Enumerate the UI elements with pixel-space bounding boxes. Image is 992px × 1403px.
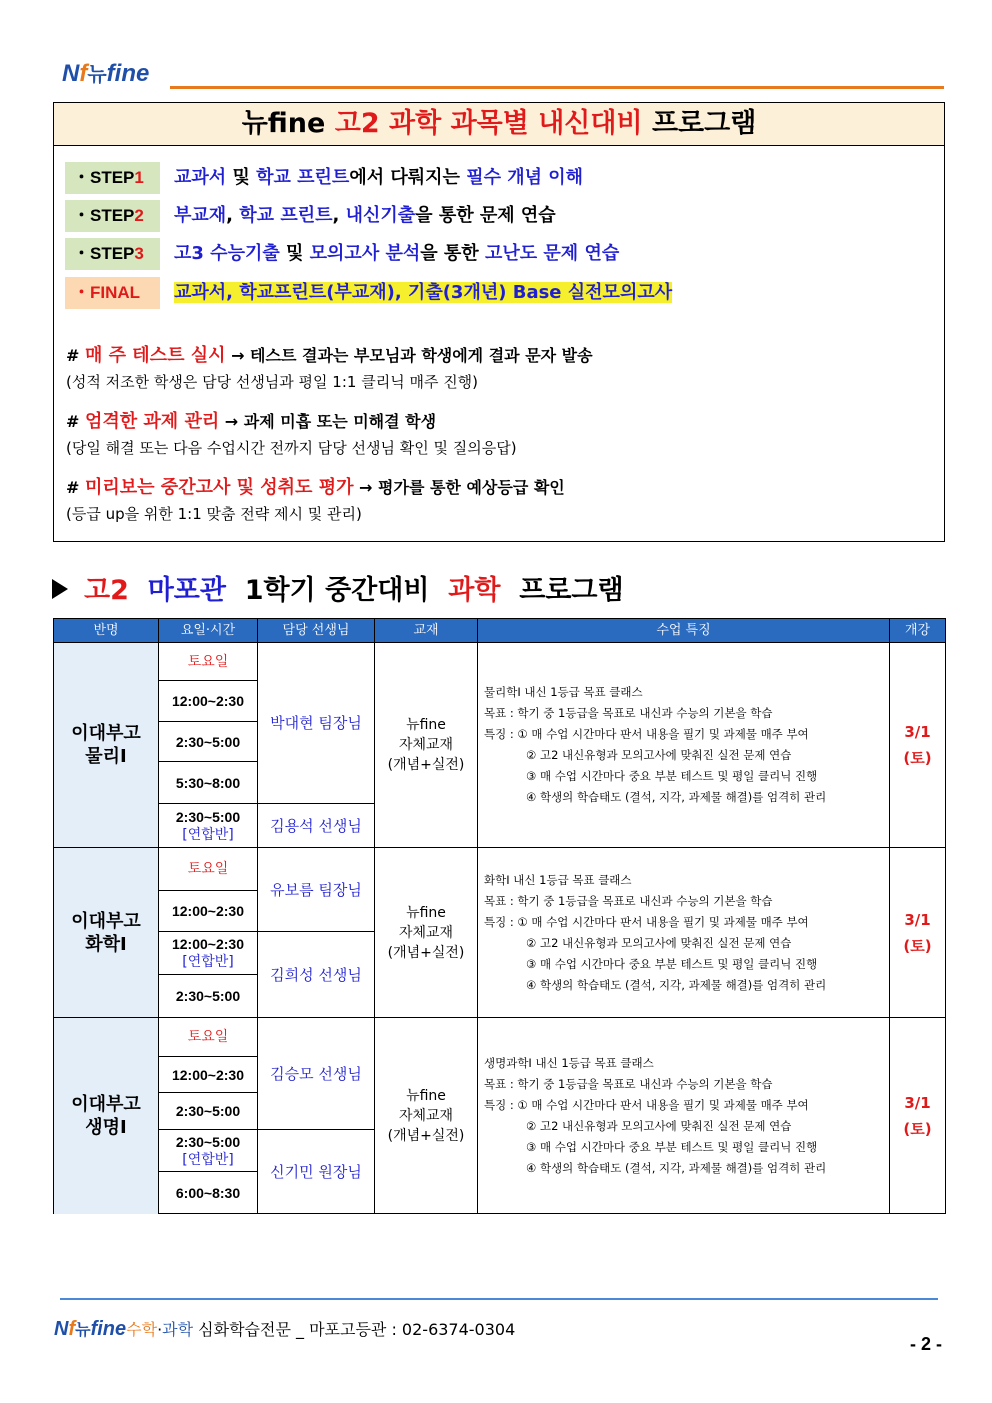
time-slot-cell (159, 1057, 258, 1093)
feature-line: 물리학Ⅰ 내신 1등급 목표 클래스 (484, 685, 643, 699)
step-label: ・STEP (73, 168, 135, 187)
textbook-line: 자체교재 (398, 924, 454, 941)
feature-line: 특징 : ① 매 수업 시간마다 판서 내용을 필기 및 과제물 매주 부여 (484, 1098, 809, 1112)
class-name-school: 이대부고 (71, 723, 141, 744)
class-name-cell (54, 1018, 159, 1214)
step-text-part: 교과서 (174, 167, 227, 188)
column-header: 담당 선생님 (258, 619, 375, 642)
feature-line: ④ 학생의 학습태도 (결석, 지각, 과제물 해결)를 엄격히 관리 (526, 1161, 827, 1175)
class-name-subject: 생명Ⅰ (85, 1117, 127, 1138)
joint-class-tag: [연합반] (182, 826, 234, 843)
feature-line: 생명과학Ⅰ 내신 1등급 목표 클래스 (484, 1056, 654, 1070)
note-highlight: 미리보는 중간고사 및 성취도 평가 (84, 477, 354, 498)
footer-rule (60, 1298, 938, 1300)
step-text-part: , (332, 205, 346, 226)
note-detail: → 평가를 통한 예상등급 확인 (353, 478, 565, 497)
textbook-line: 뉴fine (406, 904, 446, 921)
step-text-part: 을 통한 (420, 243, 485, 264)
step-badge (65, 277, 160, 309)
textbook-line: 자체교재 (398, 737, 454, 753)
time-slot-cell (159, 932, 258, 975)
step-text-part: 모의고사 분석 (309, 243, 421, 264)
teacher-cell: 김희성 선생님 (258, 932, 375, 1018)
start-date-text: (토) (903, 936, 932, 955)
step-number: 1 (134, 168, 144, 187)
teacher-cell: 신기민 원장님 (258, 1130, 375, 1214)
step-badge (65, 200, 160, 232)
class-features-cell (478, 848, 890, 1018)
start-date-text: 3/1 (904, 1094, 931, 1112)
step-text-part: 에서 다뤄지는 (349, 167, 467, 188)
program-title: 뉴fine 고2 과학 과목별 내신대비 프로그램 (54, 103, 944, 146)
step-description (174, 277, 672, 309)
time-slot-text: 12:00~2:30 (171, 693, 244, 709)
header-rule (170, 86, 944, 89)
day-cell: 토요일 (159, 848, 258, 891)
time-slot-text: 2:30~5:00 (175, 1103, 241, 1119)
time-slot-text: 2:30~5:00 (175, 808, 241, 825)
section-title: 고2 마포관 1학기 중간대비 과학 프로그램 (52, 571, 624, 611)
feature-line: ③ 매 수업 시간마다 중요 부분 테스트 및 평일 클리닉 진행 (526, 769, 818, 783)
note-line (66, 343, 593, 369)
textbook-line: 뉴fine (406, 1088, 446, 1104)
time-slot-text: 2:30~5:00 (175, 733, 241, 750)
feature-line: 목표 : 학기 중 1등급을 목표로 내신과 수능의 기본을 학습 (484, 1077, 773, 1091)
step-number: 2 (134, 206, 144, 225)
start-date-text: (토) (903, 749, 932, 767)
step-text-part: 고3 수능기출 (174, 243, 280, 264)
page-number: - 2 - (909, 1334, 942, 1354)
column-header: 반명 (54, 619, 159, 642)
note-highlight: 매 주 테스트 실시 (84, 345, 226, 366)
note-line (66, 409, 436, 435)
textbook-cell (375, 1018, 478, 1214)
step-text-part: 학교 프린트 (256, 167, 350, 188)
step-badge (65, 238, 160, 270)
time-slot-text: 5:30~8:00 (175, 774, 241, 791)
day-cell: 토요일 (159, 643, 258, 681)
note-line (66, 475, 565, 501)
step-label: ・FINAL (73, 283, 141, 302)
feature-line: ② 고2 내신유형과 모의고사에 맞춰진 실전 문제 연습 (526, 935, 792, 950)
feature-line: ④ 학생의 학습태도 (결석, 지각, 과제물 해결)를 엄격히 관리 (526, 977, 827, 992)
note-subtext: (성적 저조한 학생은 담당 선생님과 평일 1:1 클리닉 매주 진행) (66, 373, 479, 391)
feature-line: ③ 매 수업 시간마다 중요 부분 테스트 및 평일 클리닉 진행 (526, 956, 818, 971)
time-slot-cell (159, 891, 258, 932)
start-date-text: 3/1 (904, 910, 931, 929)
start-date-cell (890, 1018, 945, 1214)
step-text-part: 을 통한 문제 연습 (415, 205, 556, 226)
time-slot-cell (159, 722, 258, 762)
time-slot-text: 2:30~5:00 (175, 988, 241, 1004)
class-name-subject: 물리Ⅰ (85, 746, 127, 767)
feature-line: ② 고2 내신유형과 모의고사에 맞춰진 실전 문제 연습 (526, 1119, 792, 1133)
step-text-part: 고난도 문제 연습 (484, 243, 620, 264)
joint-class-tag: [연합반] (182, 1151, 234, 1168)
step-text-part: 교과서, 학교프린트(부교재), 기출(3개년) Base 실전모의고사 (174, 282, 673, 303)
feature-line: 화학Ⅰ 내신 1등급 목표 클래스 (484, 872, 632, 887)
step-description (174, 200, 556, 232)
program-overview-box (53, 102, 945, 542)
time-slot-text: 2:30~5:00 (175, 1133, 241, 1150)
time-slot-text: 6:00~8:30 (175, 1185, 241, 1201)
time-slot-cell (159, 1130, 258, 1172)
feature-line: 목표 : 학기 중 1등급을 목표로 내신과 수능의 기본을 학습 (484, 706, 773, 720)
textbook-line: (개념+실전) (387, 944, 465, 961)
column-header: 수업 특징 (478, 619, 890, 642)
start-date-cell (890, 848, 945, 1018)
feature-line: 목표 : 학기 중 1등급을 목표로 내신과 수능의 기본을 학습 (484, 893, 773, 908)
note-detail: → 과제 미흡 또는 미해결 학생 (219, 412, 437, 431)
feature-line: 특징 : ① 매 수업 시간마다 판서 내용을 필기 및 과제물 매주 부여 (484, 914, 809, 929)
class-name-school: 이대부고 (71, 910, 141, 932)
brand-logo: Nf뉴fine (62, 60, 150, 87)
class-name-school: 이대부고 (71, 1094, 141, 1115)
time-slot-cell (159, 804, 258, 848)
textbook-line: 자체교재 (398, 1108, 454, 1124)
class-features-cell (478, 643, 890, 848)
note-hash: # (66, 478, 85, 497)
teacher-cell: 김승모 선생님 (258, 1018, 375, 1130)
step-text-part: 내신기출 (345, 205, 416, 226)
start-date-cell (890, 643, 945, 848)
feature-line: ③ 매 수업 시간마다 중요 부분 테스트 및 평일 클리닉 진행 (526, 1140, 818, 1154)
time-slot-cell (159, 762, 258, 804)
class-name-subject: 화학Ⅰ (85, 933, 127, 955)
start-date-text: (토) (903, 1120, 932, 1138)
time-slot-cell (159, 1172, 258, 1214)
class-name-cell (54, 848, 159, 1018)
step-description (174, 238, 619, 270)
feature-line: ② 고2 내신유형과 모의고사에 맞춰진 실전 문제 연습 (526, 748, 792, 762)
textbook-line: 뉴fine (406, 717, 446, 733)
note-detail: → 테스트 결과는 부모님과 학생에게 결과 문자 발송 (225, 346, 593, 365)
step-text-part: 필수 개념 이해 (466, 167, 584, 188)
teacher-cell: 박대현 팀장님 (258, 643, 375, 804)
step-badge (65, 162, 160, 194)
teacher-cell: 김용석 선생님 (258, 804, 375, 848)
step-text-part: 부교재 (174, 205, 227, 226)
footer-info: Nf뉴fine수학·과학 심화학습전문 _ 마포고등관 : 02-6374-0304 (54, 1318, 516, 1340)
feature-line: ④ 학생의 학습태도 (결석, 지각, 과제물 해결)를 엄격히 관리 (526, 790, 827, 804)
step-text-part: 및 (226, 167, 257, 188)
day-cell: 토요일 (159, 1018, 258, 1057)
time-slot-cell (159, 975, 258, 1018)
step-text-part: 및 (279, 243, 310, 264)
class-name-cell (54, 643, 159, 848)
step-label: ・STEP (73, 244, 135, 263)
textbook-cell (375, 643, 478, 848)
note-subtext: (당일 해결 또는 다음 수업시간 전까지 담당 선생님 확인 및 질의응답) (66, 439, 517, 457)
time-slot-text: 12:00~2:30 (171, 903, 244, 919)
textbook-line: (개념+실전) (387, 1128, 465, 1144)
step-label: ・STEP (73, 206, 135, 225)
time-slot-text: 12:00~2:30 (171, 936, 244, 952)
time-slot-cell (159, 681, 258, 722)
note-hash: # (66, 412, 85, 431)
time-slot-text: 12:00~2:30 (171, 1066, 244, 1083)
class-features-cell (478, 1018, 890, 1214)
textbook-line: (개념+실전) (387, 757, 465, 773)
step-description (174, 162, 583, 194)
step-text-part: 학교 프린트 (239, 205, 333, 226)
feature-line: 특징 : ① 매 수업 시간마다 판서 내용을 필기 및 과제물 매주 부여 (484, 727, 809, 741)
column-header: 요일·시간 (159, 619, 258, 642)
column-header: 개강 (890, 619, 945, 642)
teacher-cell: 유보름 팀장님 (258, 848, 375, 932)
start-date-text: 3/1 (904, 723, 931, 741)
note-subtext: (등급 up을 위한 1:1 맞춤 전략 제시 및 관리) (66, 505, 362, 523)
class-schedule-table (53, 618, 946, 1214)
textbook-cell (375, 848, 478, 1018)
column-header: 교재 (375, 619, 478, 642)
triangle-bullet-icon (52, 579, 68, 599)
note-highlight: 엄격한 과제 관리 (84, 411, 220, 432)
note-hash: # (66, 346, 85, 365)
time-slot-cell (159, 1093, 258, 1130)
joint-class-tag: [연합반] (182, 954, 234, 970)
step-number: 3 (134, 244, 144, 263)
step-text-part: , (226, 205, 240, 226)
